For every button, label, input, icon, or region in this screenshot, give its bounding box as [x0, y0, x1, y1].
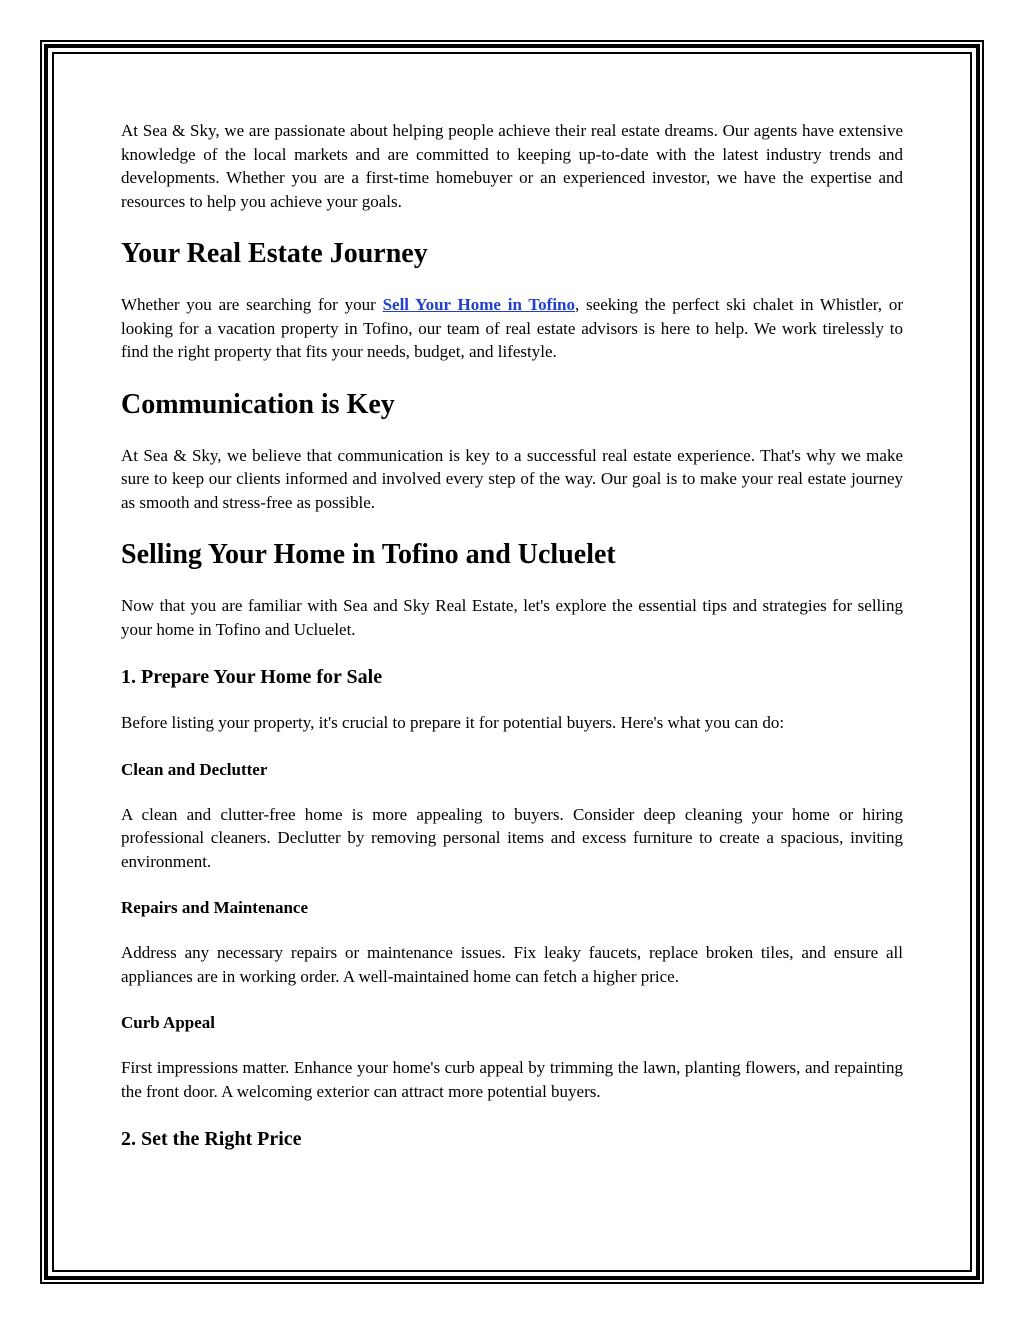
communication-paragraph: At Sea & Sky, we believe that communication is key to a successful real estate experience. That's why we make sure to keep our clients informed and involved every step of the way. Our goal is to make your real estate journey as smooth and stress-free as possible. [121, 445, 903, 512]
document-body [121, 119, 903, 1151]
prepare-paragraph: Before listing your property, it's crucial to prepare it for potential buyers. Here's what you can do: [121, 713, 785, 732]
communication-heading: Communication is Key [121, 388, 395, 420]
selling-paragraph: Now that you are familiar with Sea and Sky Real Estate, let's explore the essential tips and strategies for selling your home in Tofino and Ucluelet. [121, 596, 903, 639]
journey-paragraph [121, 293, 903, 364]
journey-heading: Your Real Estate Journey [121, 238, 428, 269]
selling-heading: Selling Your Home in Tofino and Ucluelet [121, 539, 616, 570]
journey-text-after-link: , seeking the perfect ski chalet in Whistler, or looking for a vacation property in Tofino, our team of real estate advisors is here to help. We work tirelessly to find the right property that fits your needs, budget, and lifestyle. [121, 295, 903, 361]
clean-paragraph: A clean and clutter-free home is more appealing to buyers. Consider deep cleaning your home or hiring professional cleaners. Declutter by removing personal items and excess furniture to create a spacious, inviting environment. [121, 804, 903, 871]
curb-heading: Curb Appeal [121, 1013, 215, 1032]
clean-heading: Clean and Declutter [121, 759, 268, 779]
prepare-heading: 1. Prepare Your Home for Sale [121, 666, 383, 688]
repairs-paragraph: Address any necessary repairs or maintenance issues. Fix leaky faucets, replace broken tiles, and ensure all appliances are in working order. A well-maintained home can fetch a higher price. [121, 943, 903, 986]
repairs-heading: Repairs and Maintenance [121, 898, 308, 917]
sell-home-tofino-link[interactable]: Sell Your Home in Tofino [382, 295, 576, 314]
curb-paragraph: First impressions matter. Enhance your home's curb appeal by trimming the lawn, planting flowers, and repainting the front door. A welcoming exterior can attract more potential buyers. [121, 1058, 903, 1101]
intro-paragraph: At Sea & Sky, we are passionate about helping people achieve their real estate dreams. Our agents have extensive knowledge of the local markets and are committed to keeping up-to-date with the latest industry trends and developments. Whether you are a first-time homebuyer or an experienced investor, we have the expertise and resources to help you achieve your goals. [121, 121, 903, 211]
price-heading: 2. Set the Right Price [121, 1128, 302, 1150]
journey-text-before-link: Whether you are searching for your [121, 295, 383, 314]
